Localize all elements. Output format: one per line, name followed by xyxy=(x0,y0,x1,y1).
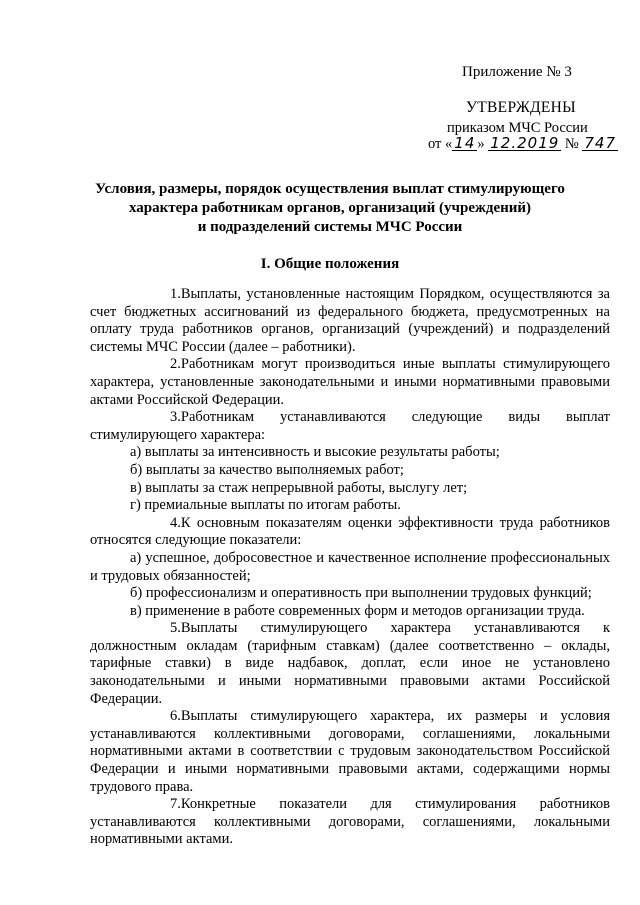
list-item: в) применение в работе современных форм и методов организации труда. xyxy=(130,602,585,619)
list-item: а) выплаты за интенсивность и высокие результаты работы; xyxy=(130,444,500,461)
paragraph-text: Выплаты стимулирующего характера, их размеры и условия устанавливаются коллективными договорами, соглашениями, локальными нормативными актами в соответствии с трудовым законодательством Российской Федерации и иными нормативными правовыми актами, содержащими нормы трудового права. xyxy=(90,708,610,795)
paragraph xyxy=(90,708,610,796)
list-item: б) профессионализм и оперативность при выполнении трудовых функций; xyxy=(130,585,592,602)
paragraph-number: 3. xyxy=(170,409,181,426)
order-label: приказом МЧС России xyxy=(447,120,588,136)
ref-prefix: от « xyxy=(428,136,453,152)
section-heading: I. Общие положения xyxy=(260,256,400,272)
list-item: б) выплаты за качество выполняемых работ; xyxy=(130,461,404,478)
paragraph-number: 1. xyxy=(170,286,181,302)
paragraph-number: 6. xyxy=(170,708,181,725)
approved-label: УТВЕРЖДЕНЫ xyxy=(466,99,576,116)
title-line: Условия, размеры, порядок осуществления выплат стимулирующего xyxy=(95,181,565,197)
paragraph xyxy=(90,409,610,444)
ref-day: 14 xyxy=(454,134,476,152)
ref-no-label: № xyxy=(564,136,579,152)
list-item: г) премиальные выплаты по итогам работы. xyxy=(130,497,401,514)
paragraph-text: Выплаты, установленные настоящим Порядком, осуществляются за счет бюджетных ассигнований из федерального бюджета, предусмотренных на оплату труда работников органов, организаций (учреждений) и подразделений системы МЧС России (далее – работники). xyxy=(90,286,610,355)
paragraph-number: 4. xyxy=(170,514,181,531)
title-line: характера работникам органов, организаций (учреждений) xyxy=(128,200,532,216)
document-title xyxy=(60,180,600,237)
paragraph-number: 5. xyxy=(170,620,181,637)
paragraph xyxy=(90,796,610,849)
order-reference xyxy=(428,136,618,153)
list-item: а) успешное, добросовестное и качественное исполнение профессиональных и трудовых обязанностей; xyxy=(90,549,610,584)
paragraph-text: Выплаты стимулирующего характера устанавливаются к должностным окладам (тарифным ставкам) (далее соответственно – оклады, тарифные ставки) в виде надбавок, доплат, если иное не установлено законодательными и иными нормативными правовыми актами Российской Федерации. xyxy=(90,620,610,707)
appendix-label: Приложение № 3 xyxy=(462,64,572,80)
paragraph xyxy=(90,286,610,356)
paragraph-text: Конкретные показатели для стимулирования работников устанавливаются коллективными договорами, соглашениями, локальными нормативными актами. xyxy=(90,796,610,848)
document-body xyxy=(90,286,610,849)
paragraph xyxy=(90,620,610,708)
ref-number: 747 xyxy=(584,134,617,152)
list-item: в) выплаты за стаж непрерывной работы, выслугу лет; xyxy=(130,479,468,496)
paragraph-text: Работникам устанавливаются следующие виды выплат стимулирующего характера: xyxy=(90,409,610,443)
paragraph xyxy=(90,356,610,409)
paragraph xyxy=(90,515,610,550)
paragraph-number: 7. xyxy=(170,796,181,813)
title-line: и подразделений системы МЧС России xyxy=(197,219,463,235)
ref-date: 12.2019 xyxy=(490,134,560,152)
paragraph-text: Работникам могут производиться иные выплаты стимулирующего характера, установленные законодательными и иными нормативными правовыми актами Российской Федерации. xyxy=(90,356,610,408)
paragraph-number: 2. xyxy=(170,356,181,373)
ref-mid: » xyxy=(477,136,485,152)
paragraph-text: К основным показателям оценки эффективности труда работников относятся следующие показатели: xyxy=(90,514,610,549)
